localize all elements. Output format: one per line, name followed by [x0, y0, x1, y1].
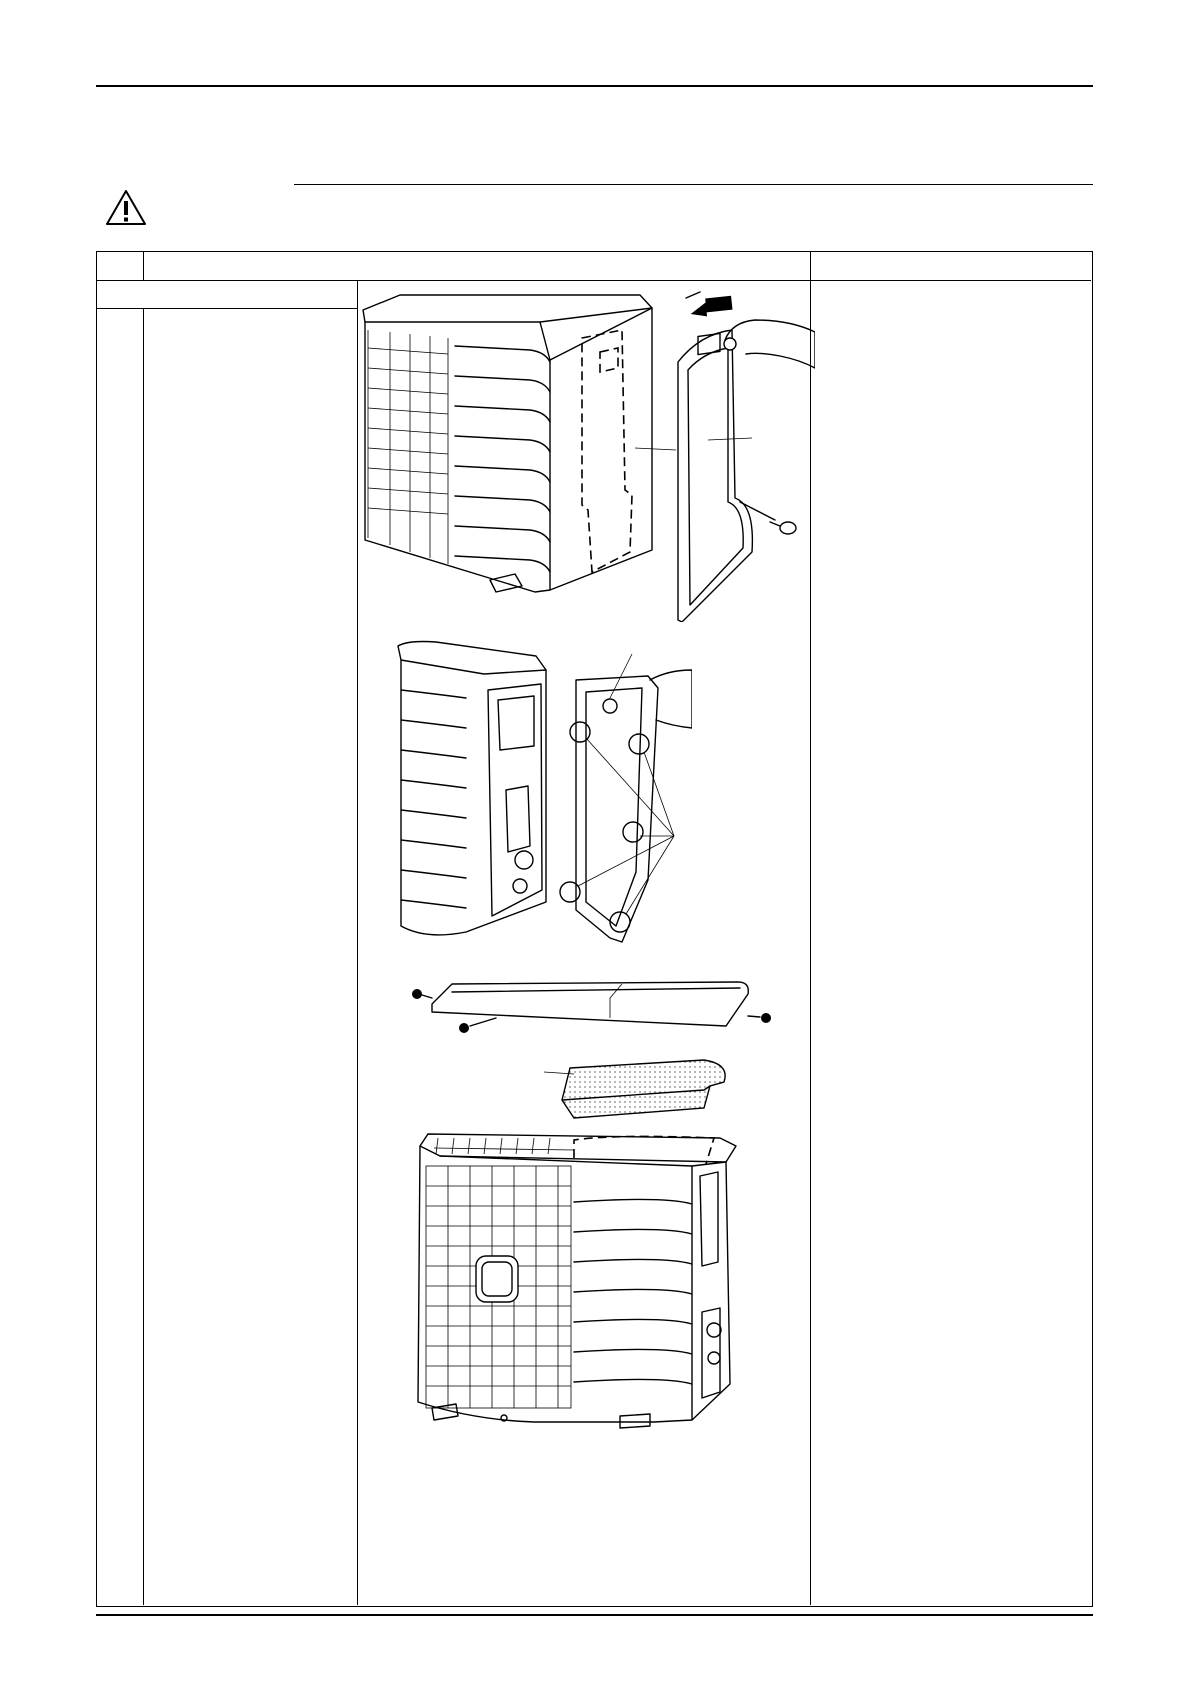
- warning-triangle-icon: [104, 188, 148, 228]
- col-divider-step: [143, 308, 144, 1605]
- panel-hooks-figure: [396, 640, 692, 948]
- col-divider-step-top: [143, 252, 144, 280]
- procedure-subheading-row: [97, 308, 357, 309]
- insulation-block-figure: [544, 1056, 730, 1120]
- front-panel-removal-figure: [360, 290, 815, 622]
- section-title-underline: [294, 184, 1093, 185]
- top-plate-removal-figure: [408, 970, 776, 1036]
- outdoor-unit-overview-figure: [414, 1132, 740, 1432]
- header-rule: [96, 85, 1093, 87]
- table-header-row: [97, 280, 1091, 281]
- col-divider-figure: [357, 280, 358, 1605]
- footer-rule: [96, 1614, 1093, 1616]
